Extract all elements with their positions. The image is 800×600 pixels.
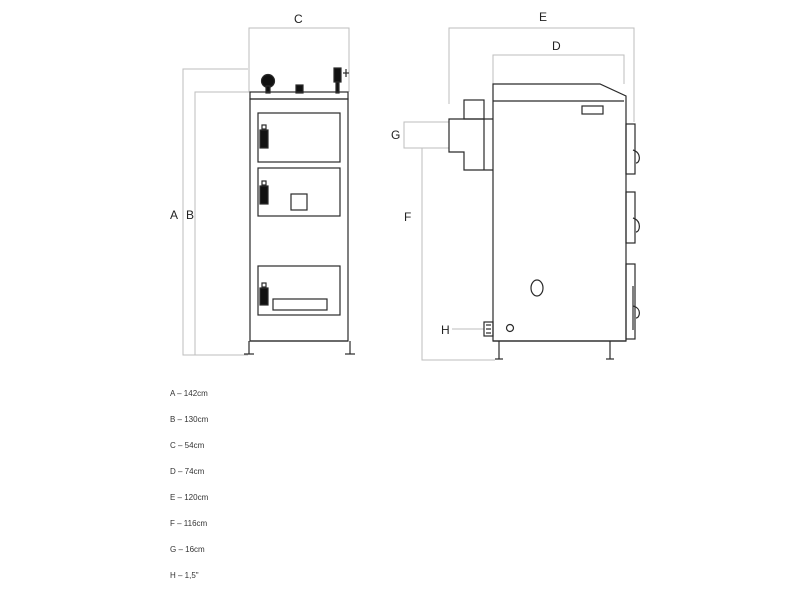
dimension-label-a: A xyxy=(170,208,179,222)
drain-fitting xyxy=(507,325,514,332)
legend-item-a: A – 142cm xyxy=(170,389,208,398)
side-body xyxy=(493,84,626,341)
side-nameplate xyxy=(582,106,603,114)
dimension-label-h: H xyxy=(441,323,450,337)
dimension-legend xyxy=(170,388,370,596)
dimension-b-line xyxy=(195,92,250,355)
flue-outlet-pipe xyxy=(449,119,493,170)
upper-door-lever xyxy=(633,150,639,163)
ash-drawer-slot xyxy=(273,299,327,310)
dimension-d-line xyxy=(493,55,624,84)
dimension-e-line xyxy=(449,28,634,122)
upper-door xyxy=(258,113,340,162)
side-lower-door xyxy=(626,264,635,339)
side-upper-door xyxy=(626,124,635,174)
front-view xyxy=(244,68,355,354)
dimension-lines xyxy=(183,28,634,360)
valve-stem xyxy=(336,82,339,93)
legend-item-f: F – 116cm xyxy=(170,519,208,528)
legend-item-g: G – 16cm xyxy=(170,545,205,554)
flue-outlet-collar xyxy=(464,100,484,119)
side-view xyxy=(449,84,639,359)
dimension-label-e: E xyxy=(539,10,548,24)
upper-door-handle xyxy=(260,130,268,148)
lower-door xyxy=(258,266,340,315)
side-middle-door xyxy=(626,192,635,243)
legend-item-c: C – 54cm xyxy=(170,441,205,450)
legend-item-h: H – 1,5" xyxy=(170,571,199,580)
middle-door-window xyxy=(291,194,307,210)
legend-item-b: B – 130cm xyxy=(170,415,209,424)
legend-item-e: E – 120cm xyxy=(170,493,209,502)
dimension-label-b: B xyxy=(186,208,195,222)
middle-door-handle xyxy=(260,186,268,204)
dimension-label-d: D xyxy=(552,39,561,53)
middle-door-lever xyxy=(633,218,639,232)
dimension-label-c: C xyxy=(294,12,303,26)
dimension-g-line xyxy=(404,122,449,148)
dimension-label-g: G xyxy=(391,128,401,142)
middle-door xyxy=(258,168,340,216)
lower-door-handle xyxy=(260,288,268,305)
dimension-label-f: F xyxy=(404,210,412,224)
lower-door-lever xyxy=(633,306,639,318)
legend-item-d: D – 74cm xyxy=(170,467,205,476)
inspection-port xyxy=(531,280,543,296)
safety-valve-fitting xyxy=(334,68,341,82)
